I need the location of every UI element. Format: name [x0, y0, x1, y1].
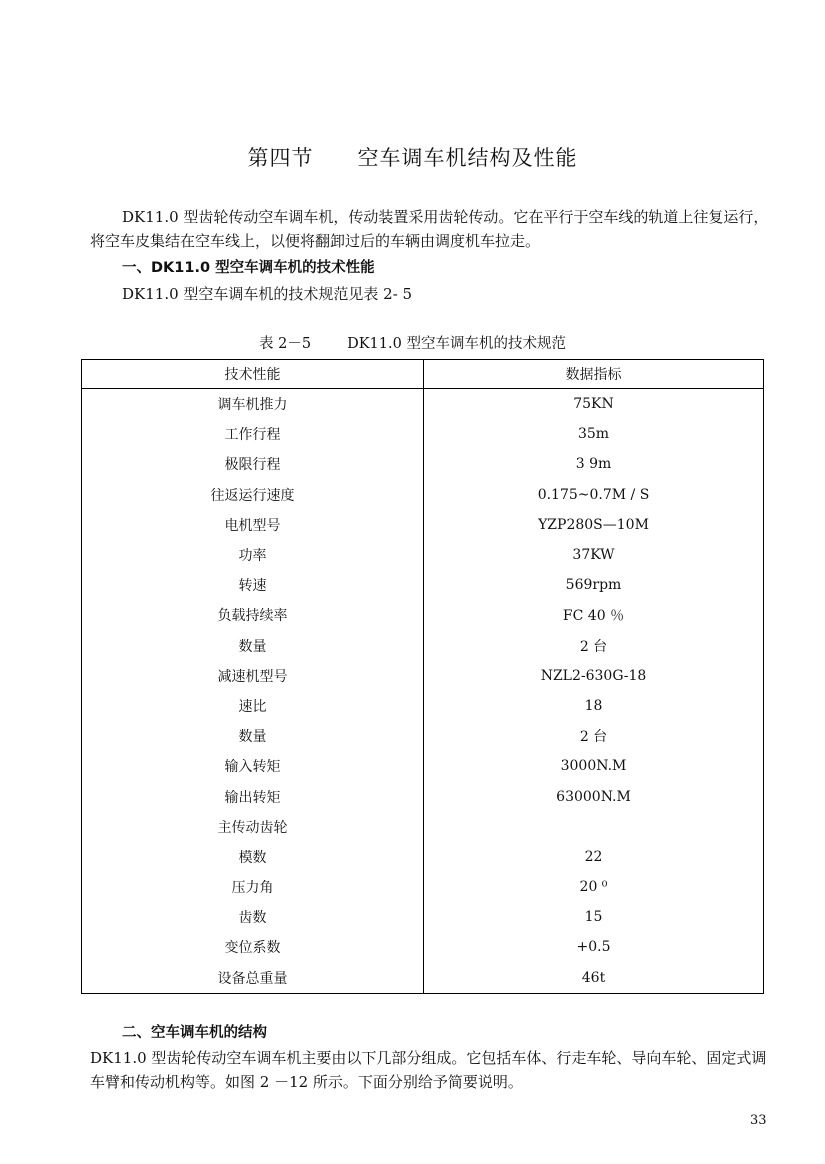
header-cell: 技术性能: [82, 360, 424, 389]
spec-table: [81, 359, 764, 994]
param-name-cell: 调车机推力: [82, 389, 424, 420]
table-row: [82, 932, 764, 962]
table-row: [82, 812, 764, 842]
table-row: [82, 449, 764, 479]
param-value-cell: 63000N.M: [556, 788, 631, 805]
section-title: [0, 142, 825, 172]
param-value-cell: 22: [584, 848, 603, 865]
table-header-row: [82, 360, 764, 389]
table-row: [82, 661, 764, 691]
param-name-cell: 往返运行速度: [82, 480, 424, 510]
param-name-cell: 电机型号: [82, 510, 424, 540]
heading-technical-performance: 一、DK11.0 型空车调车机的技术性能: [122, 260, 375, 276]
param-name-cell: 模数: [82, 842, 424, 872]
param-name-cell: 压力角: [82, 872, 424, 902]
param-name-cell: 转速: [82, 570, 424, 600]
section-name: 空车调车机结构及性能: [357, 146, 578, 170]
table-row: [82, 872, 764, 902]
table-row: [82, 751, 764, 781]
spec-reference: DK11.0 型空车调车机的技术规范见表 2- 5: [122, 285, 413, 303]
table-row: [82, 600, 764, 630]
param-value-cell: 20 ⁰: [579, 879, 608, 896]
param-value-cell: 2 台: [579, 638, 608, 655]
structure-paragraph: DK11.0 型齿轮传动空车调车机主要由以下几部分组成。它包括车体、行走车轮、导向车轮、固定式调车臂和传动机构等。如图 2 －12 所示。下面分别给予简要说明。: [90, 1049, 767, 1091]
param-name-cell: 数量: [82, 721, 424, 751]
page-number: 33: [750, 1113, 767, 1128]
param-value-cell: FC 40 ％: [562, 608, 625, 625]
param-name-cell: 功率: [82, 540, 424, 570]
table-caption-text: DK11.0 型空车调车机的技术规范: [347, 336, 566, 352]
param-value-cell: 2 台: [579, 729, 608, 746]
param-value-cell: 75KN: [573, 396, 614, 413]
param-value-cell: 569rpm: [565, 577, 622, 594]
header-cell: 数据指标: [424, 360, 764, 389]
table-row: [82, 781, 764, 811]
section-number: 第四节: [247, 146, 314, 170]
table-row: [82, 540, 764, 570]
param-value-cell: NZL2-630G-18: [540, 667, 647, 684]
param-name-cell: 极限行程: [82, 449, 424, 479]
param-value-cell: 0.175~0.7M / S: [537, 486, 650, 503]
param-value-cell: 3 9m: [575, 456, 612, 473]
param-name-cell: 变位系数: [82, 932, 424, 962]
table-row: [82, 963, 764, 994]
param-name-cell: 负载持续率: [82, 600, 424, 630]
table-row: [82, 721, 764, 751]
param-value-cell: [424, 812, 764, 842]
table-row: [82, 510, 764, 540]
param-name-cell: 齿数: [82, 902, 424, 932]
table-row: [82, 419, 764, 449]
param-name-cell: 减速机型号: [82, 661, 424, 691]
table-caption-label: 表 2－5: [259, 336, 312, 352]
table-row: [82, 691, 764, 721]
table-row: [82, 480, 764, 510]
param-value-cell: +0.5: [576, 939, 611, 956]
param-name-cell: 速比: [82, 691, 424, 721]
param-value-cell: 37KW: [572, 547, 615, 564]
param-value-cell: 3000N.M: [560, 758, 627, 775]
param-name-cell: 主传动齿轮: [82, 812, 424, 842]
param-name-cell: 输出转矩: [82, 781, 424, 811]
param-value-cell: 15: [584, 909, 603, 926]
table-row: [82, 570, 764, 600]
table-row: [82, 631, 764, 661]
table-row: [82, 389, 764, 420]
intro-paragraph: DK11.0 型齿轮传动空车调车机，传动装置采用齿轮传动。它在平行于空车线的轨道上往复运行，将空车皮集结在空车线上，以便将翻卸过后的车辆由调度机车拉走。: [90, 208, 769, 250]
heading-structure: 二、空车调车机的结构: [122, 1025, 267, 1041]
param-name-cell: 设备总重量: [82, 963, 424, 994]
param-value-cell: 35m: [577, 426, 610, 443]
table-row: [82, 902, 764, 932]
param-name-cell: 输入转矩: [82, 751, 424, 781]
param-name-cell: 数量: [82, 631, 424, 661]
param-value-cell: 46t: [581, 969, 606, 986]
param-value-cell: 18: [584, 697, 603, 714]
table-caption: [0, 332, 825, 353]
table-row: [82, 842, 764, 872]
param-name-cell: 工作行程: [82, 419, 424, 449]
param-value-cell: YZP280S—10M: [538, 516, 649, 533]
